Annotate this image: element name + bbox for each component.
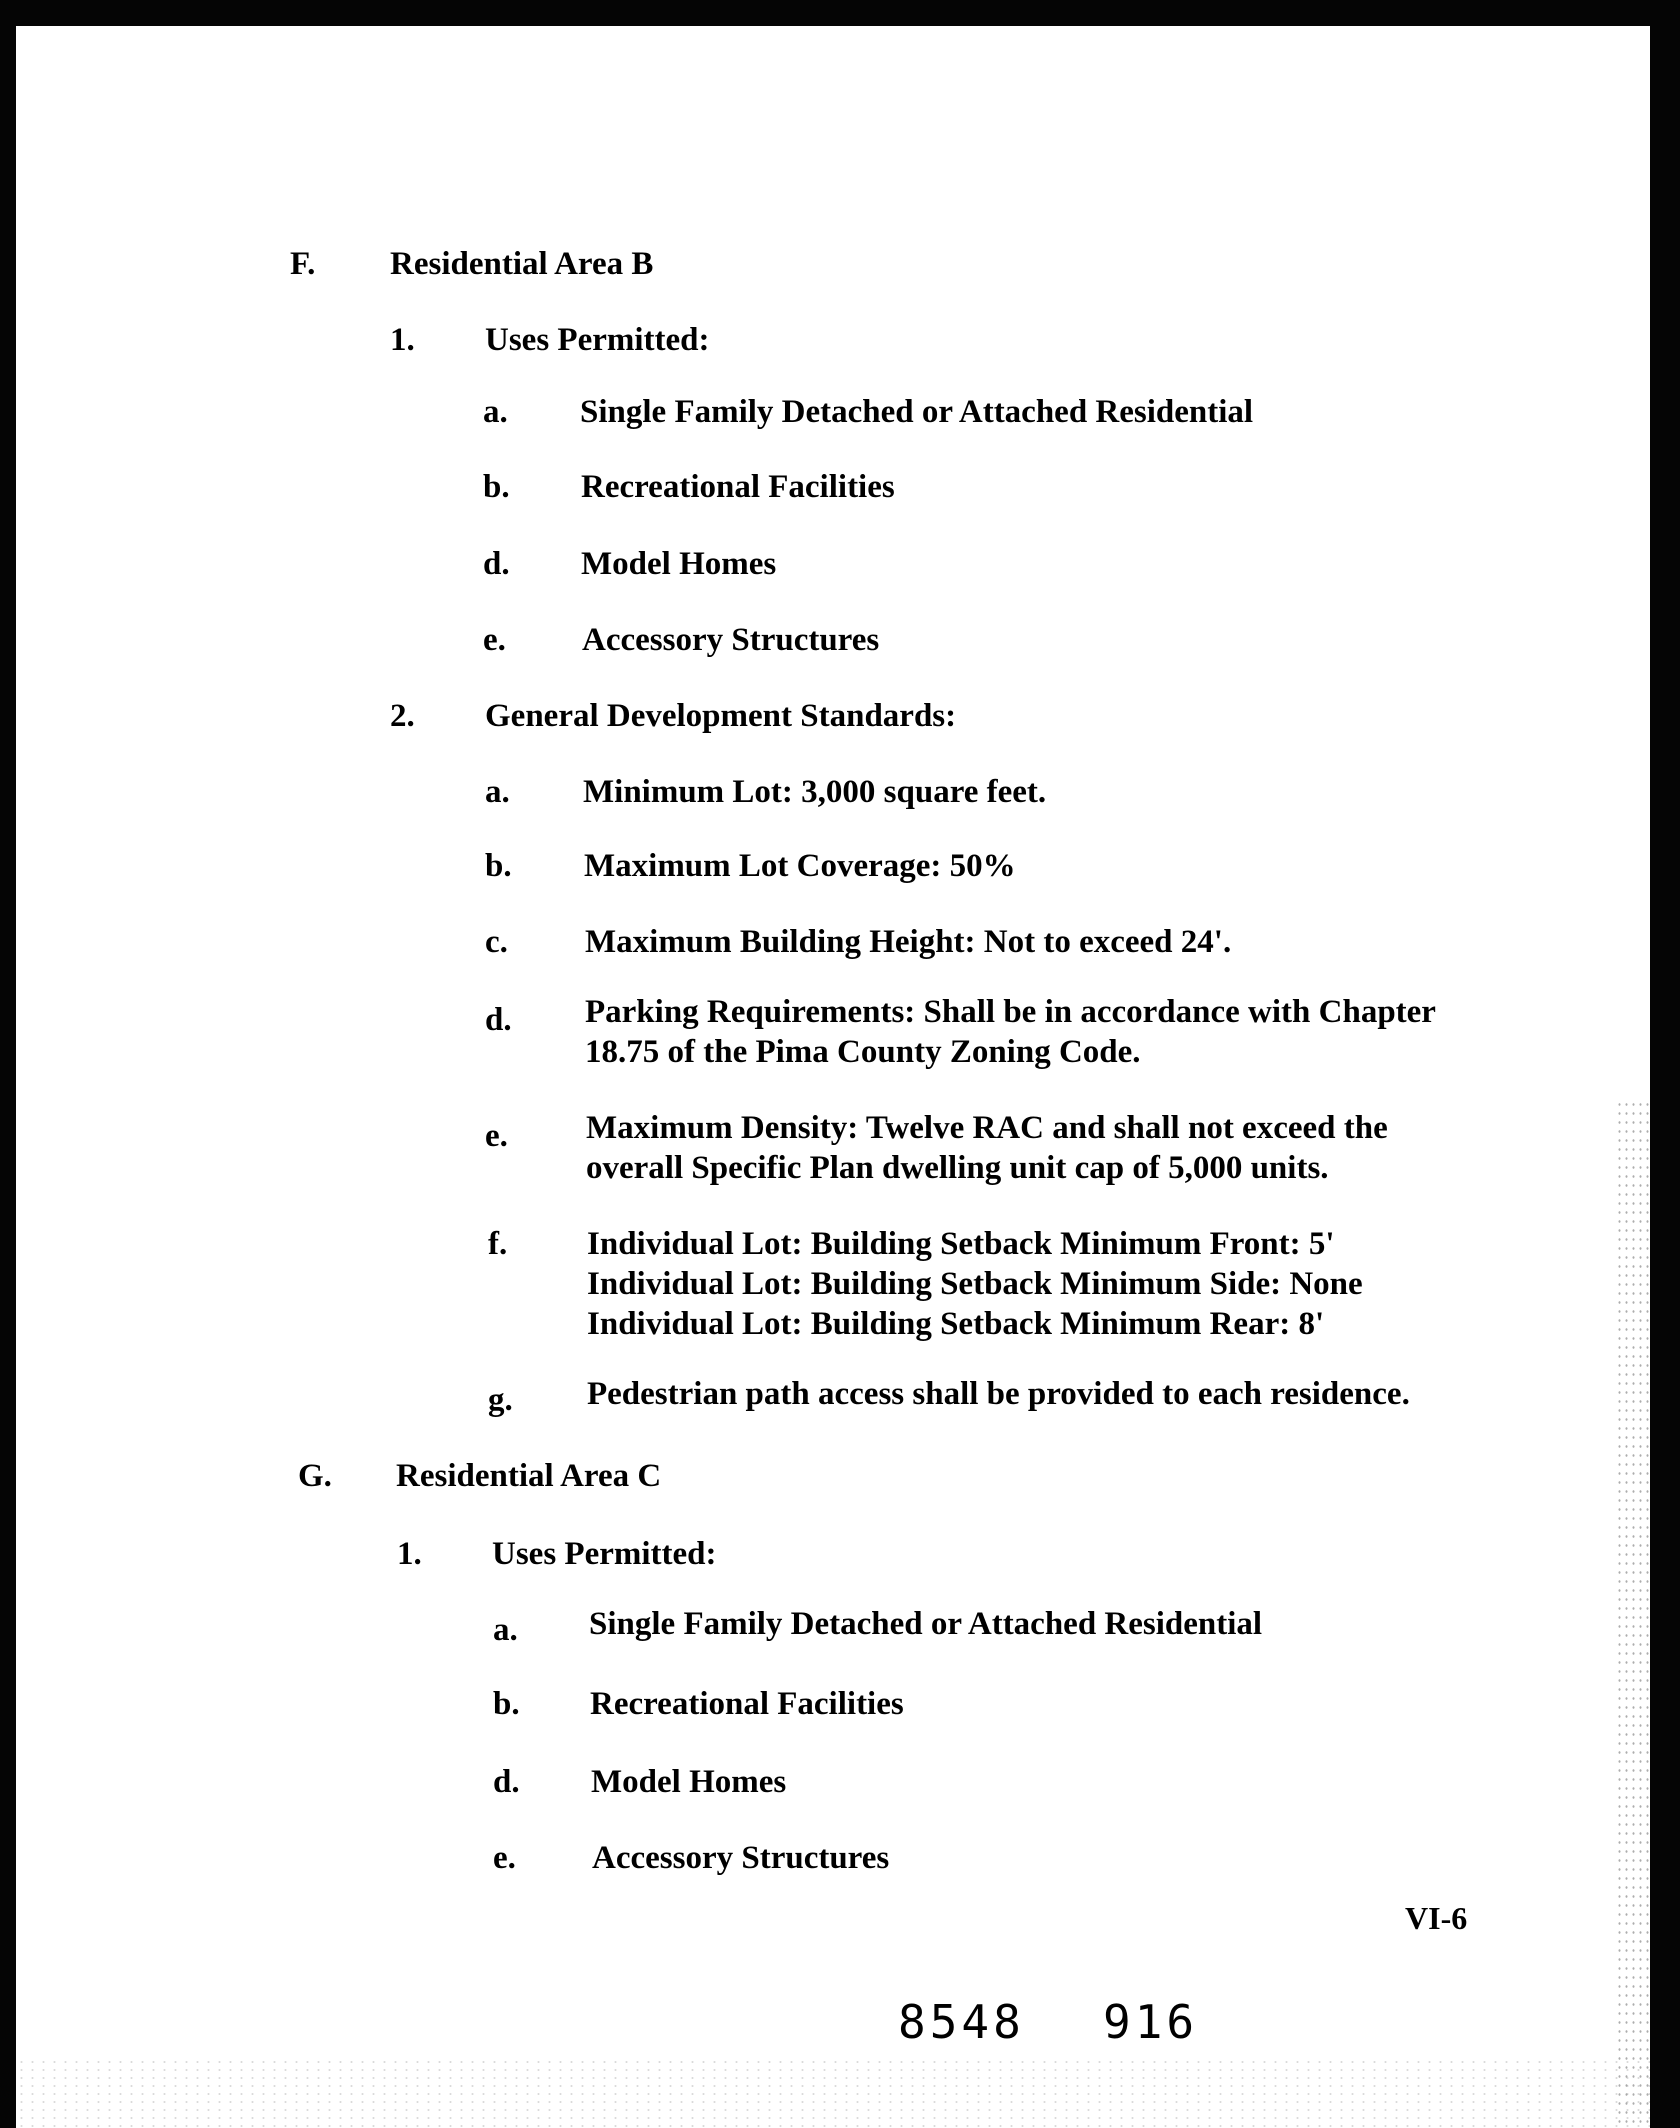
item-text: Minimum Lot: 3,000 square feet. [583,774,1047,810]
item-letter: a. [485,774,510,810]
subsection-title: General Development Standards: [485,698,957,734]
item-letter: e. [483,622,506,658]
scan-border-top [0,0,1680,26]
section-letter: G. [298,1458,332,1494]
scan-border-left [0,0,16,2128]
item-letter: d. [485,1002,512,1038]
item-letter: a. [483,394,508,430]
subsection-title: Uses Permitted: [485,322,710,358]
item-text: Recreational Facilities [590,1686,904,1722]
item-letter: c. [485,924,508,960]
subsection-number: 1. [397,1536,422,1572]
document-number-left: 8548 [898,1995,1025,2049]
subsection-number: 2. [390,698,415,734]
item-text: Model Homes [581,546,777,582]
item-letter: a. [493,1612,518,1648]
item-text-line: 18.75 of the Pima County Zoning Code. [585,1034,1141,1070]
item-letter: b. [485,848,512,884]
item-text: Accessory Structures [592,1840,890,1876]
section-title: Residential Area C [396,1458,662,1494]
item-letter: b. [493,1686,520,1722]
item-text: Single Family Detached or Attached Residential [589,1606,1263,1642]
item-letter: f. [488,1226,508,1262]
item-letter: e. [485,1118,508,1154]
item-letter: d. [493,1764,520,1800]
section-title: Residential Area B [390,246,654,282]
scan-noise-bottom [16,2058,1650,2128]
item-text: Recreational Facilities [581,469,895,505]
item-text: Single Family Detached or Attached Residential [580,394,1254,430]
document-number-right: 916 [1103,1995,1199,2049]
item-text: Pedestrian path access shall be provided to each residence. [587,1376,1410,1412]
item-text-line: Individual Lot: Building Setback Minimum Front: 5' [587,1226,1335,1262]
page-number: VI-6 [1405,1900,1468,1936]
subsection-number: 1. [390,322,415,358]
section-letter: F. [290,246,316,282]
scan-noise-right [1616,1100,1650,2128]
item-text: Maximum Building Height: Not to exceed 24'. [585,924,1232,960]
item-text-line: Individual Lot: Building Setback Minimum Side: None [587,1266,1363,1302]
item-text-line: overall Specific Plan dwelling unit cap of 5,000 units. [586,1150,1329,1186]
item-letter: e. [493,1840,516,1876]
item-text-line: Individual Lot: Building Setback Minimum Rear: 8' [587,1306,1325,1342]
item-text: Model Homes [591,1764,787,1800]
scan-border-right [1650,0,1680,2128]
item-letter: g. [488,1382,513,1418]
item-letter: d. [483,546,510,582]
item-letter: b. [483,469,510,505]
item-text-line: Maximum Density: Twelve RAC and shall not exceed the [586,1110,1388,1146]
item-text-line: Parking Requirements: Shall be in accordance with Chapter [585,994,1436,1030]
subsection-title: Uses Permitted: [492,1536,717,1572]
item-text: Maximum Lot Coverage: 50% [584,848,1016,884]
item-text: Accessory Structures [582,622,880,658]
